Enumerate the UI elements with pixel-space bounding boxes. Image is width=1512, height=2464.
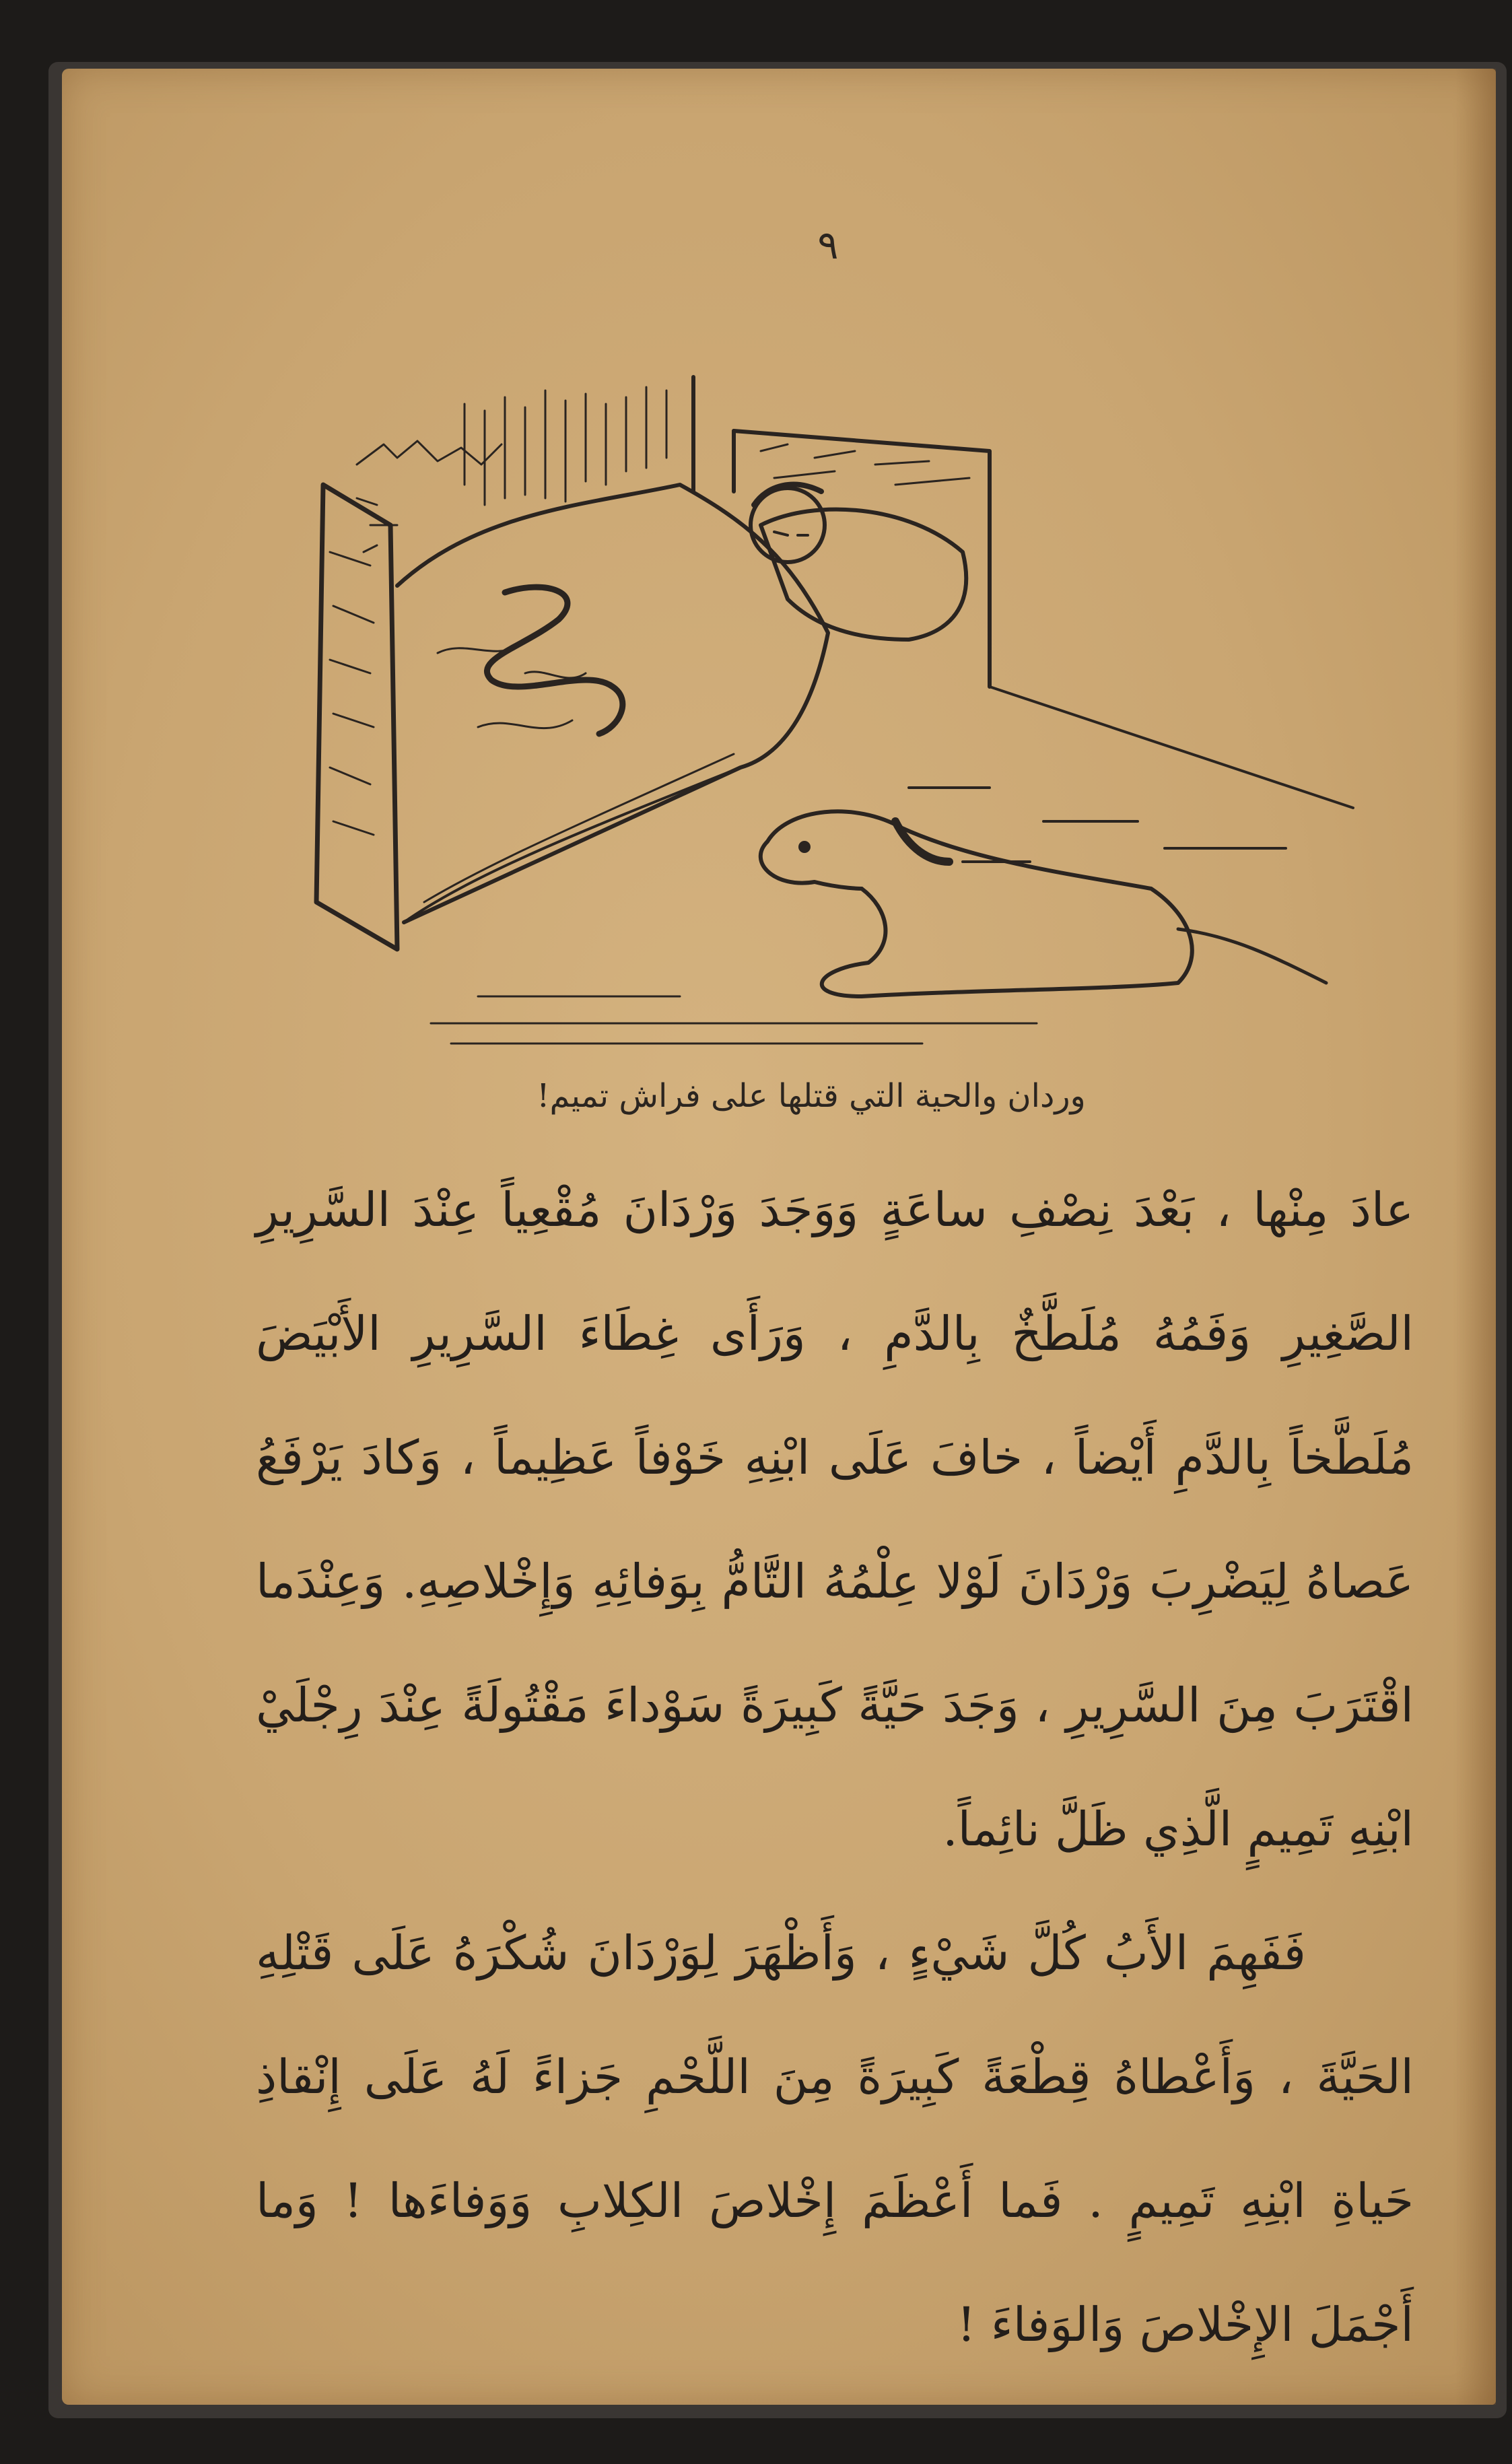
- background-hatching: [357, 387, 666, 552]
- illustration-caption: وردان والحية التي قتلها على فراش تميم!: [537, 1077, 1086, 1115]
- sleeping-boy: [751, 485, 966, 640]
- story-text: [256, 1148, 1414, 2387]
- page-gutter-shadow: [1455, 69, 1496, 2405]
- sleeping-boy-snake-dog-illustration: [303, 350, 1367, 1057]
- bed-blanket: [397, 485, 828, 922]
- page-number: ٩: [817, 222, 839, 268]
- paragraph: فَفَهِمَ الأَبُ كُلَّ شَيْءٍ ، وَأَظْهَرَ لِوَرْدَانَ شُكْرَهُ عَلَى قَتْلِهِ الحَيَّةَ ، وَأَعْطاهُ قِطْعَةً كَبِيرَةً مِنَ اللَّحْمِ جَزاءً لَهُ عَلَى إِنْقاذِ حَياةِ ابْنِهِ تَمِيمٍ . فَما أَعْظَمَ إِخْلاصَ الكِلابِ وَوَفاءَها ! وَما أَجْمَلَ الإِخْلاصَ وَالوَفاءَ !: [256, 1925, 1414, 2352]
- dog: [761, 811, 1326, 996]
- snake: [487, 587, 622, 734]
- floor-lines: [431, 687, 1353, 1043]
- paragraph: عادَ مِنْها ، بَعْدَ نِصْفِ ساعَةٍ وَوَجَدَ وَرْدَانَ مُقْعِياً عِنْدَ السَّرِيرِ الصَّغِيرِ وَفَمُهُ مُلَطَّخٌ بِالدَّمِ ، وَرَأَى غِطَاءَ السَّرِيرِ الأَبْيَضَ مُلَطَّخاً بِالدَّمِ أَيْضاً ، خافَ عَلَى ابْنِهِ خَوْفاً عَظِيماً ، وَكادَ يَرْفَعُ عَصاهُ لِيَضْرِبَ وَرْدَانَ لَوْلا عِلْمُهُ التَّامُّ بِوَفائِهِ وَإِخْلاصِهِ. وَعِنْدَما اقْتَرَبَ مِنَ السَّرِيرِ ، وَجَدَ حَيَّةً كَبِيرَةً سَوْداءَ مَقْتُولَةً عِنْدَ رِجْلَيْ ابْنِهِ تَمِيمٍ الَّذِي ظَلَّ نائِماً.: [256, 1182, 1414, 1857]
- bed-footboard: [316, 485, 397, 949]
